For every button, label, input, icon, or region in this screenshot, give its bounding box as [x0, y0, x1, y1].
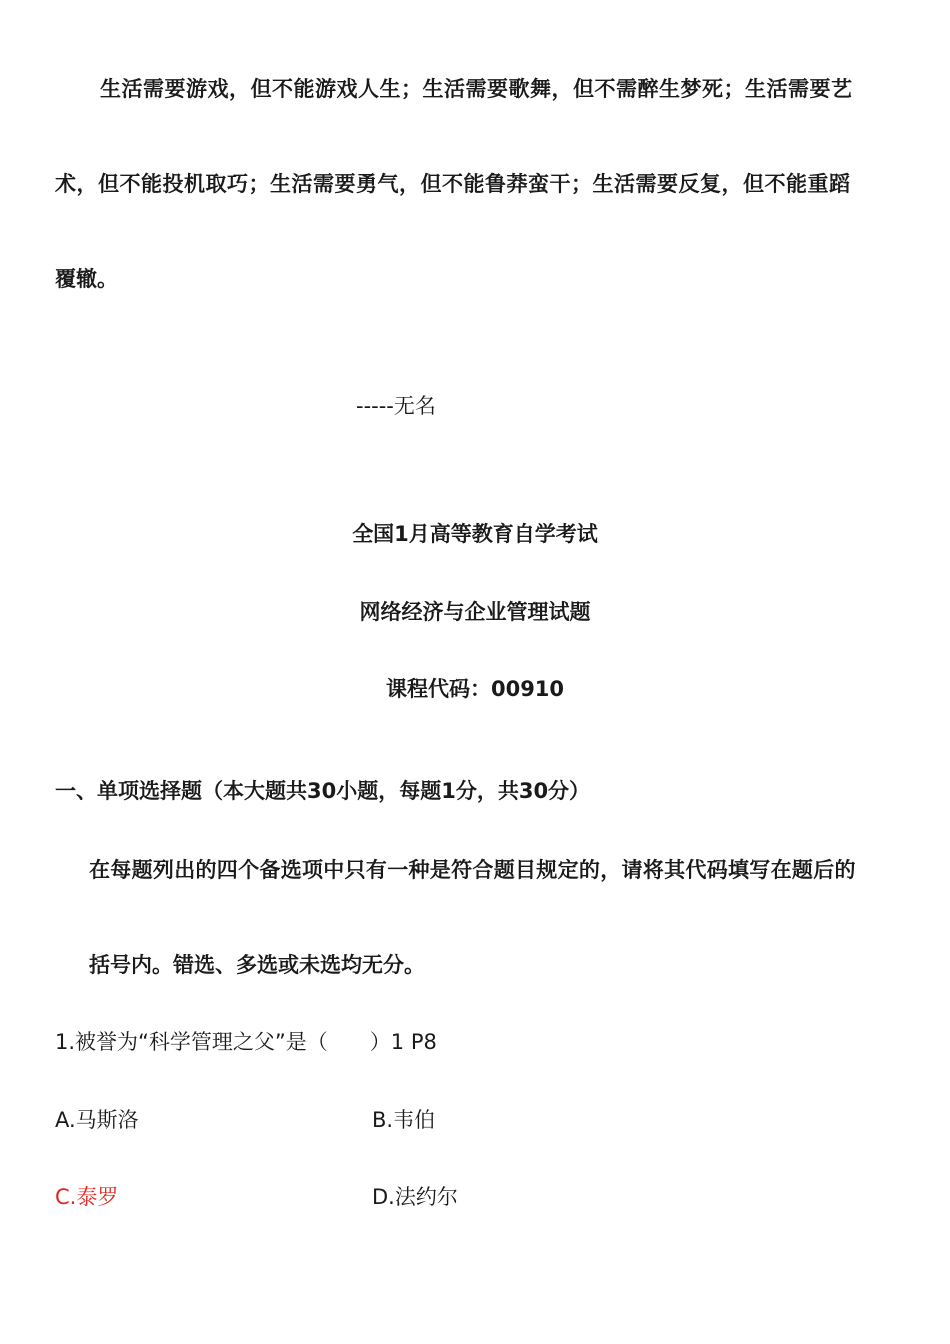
quote-line-1: 生活需要游戏，但不能游戏人生；生活需要歌舞，但不需醉生梦死；生活需要艺 [100, 77, 853, 101]
course-code: 课程代码：00910 [385, 677, 565, 701]
option-d: D.法约尔 [372, 1185, 458, 1209]
option-c-answer: C.泰罗 [55, 1185, 119, 1209]
quote-line-3: 覆辙。 [55, 267, 118, 291]
question-stem: 1.被誉为“科学管理之父”是（ ）1 P8 [55, 1030, 437, 1054]
section-instruction-1: 在每题列出的四个备选项中只有一种是符合题目规定的，请将其代码填写在题后的 [89, 858, 856, 882]
section-heading: 一、单项选择题（本大题共30小题，每题1分，共30分） [55, 779, 591, 803]
quote-author: -----无名 [356, 394, 436, 418]
option-b: B.韦伯 [372, 1108, 436, 1132]
exam-title: 全国1月高等教育自学考试 [352, 522, 598, 546]
section-instruction-2: 括号内。错选、多选或未选均无分。 [89, 953, 425, 977]
option-a: A.马斯洛 [55, 1108, 139, 1132]
quote-line-2: 术，但不能投机取巧；生活需要勇气，但不能鲁莽蛮干；生活需要反复，但不能重蹈 [55, 172, 851, 196]
exam-subject: 网络经济与企业管理试题 [359, 600, 591, 624]
